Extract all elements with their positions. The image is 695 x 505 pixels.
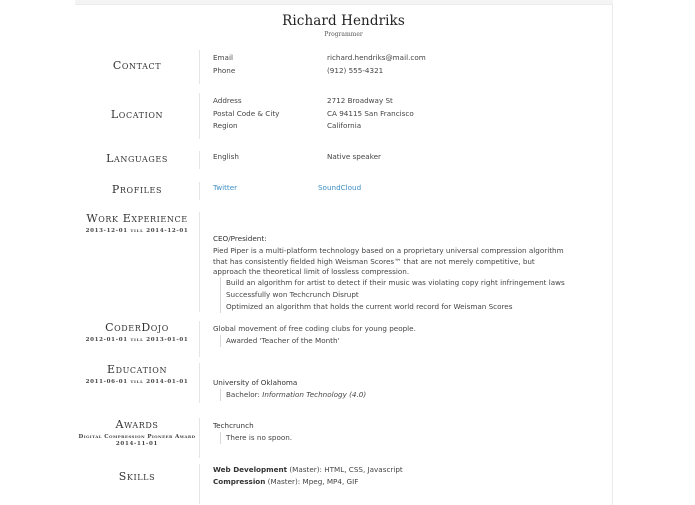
location-row-address — [213, 95, 593, 108]
section-title-skills: Skills — [118, 470, 156, 483]
section-title-location: Location — [110, 108, 164, 121]
person-role: Programmer — [324, 31, 363, 38]
skill-item — [213, 476, 593, 488]
field-label: Region — [213, 121, 238, 130]
skill-name: Web Development — [213, 465, 288, 474]
education-degree — [220, 389, 593, 401]
divider — [199, 151, 200, 169]
field-label: Address — [213, 96, 242, 105]
twitter-link[interactable]: Twitter — [213, 183, 238, 192]
section-title-languages: Languages — [106, 152, 168, 165]
divider — [199, 418, 200, 458]
divider — [199, 321, 200, 357]
section-languages — [75, 151, 612, 169]
work-dates: 2013-12-01 till 2014-12-01 — [85, 228, 189, 234]
divider — [199, 93, 200, 139]
location-row-postal — [213, 108, 593, 121]
postal-value: CA 94115 San Francisco — [327, 108, 414, 118]
award-date: 2014-11-01 — [115, 441, 159, 447]
contact-row-email — [213, 52, 593, 65]
volunteer-dates: 2012-01-01 till 2013-01-01 — [85, 337, 189, 343]
divider — [199, 182, 200, 200]
skill-level: (Master): — [289, 465, 322, 474]
resume-header — [75, 13, 612, 38]
skill-item — [213, 464, 593, 476]
language-name: English — [213, 152, 239, 161]
work-highlight: Successfully won Techcrunch Disrupt — [220, 289, 568, 301]
section-work — [75, 212, 612, 312]
section-education — [75, 363, 612, 403]
section-title-contact: Contact — [112, 59, 162, 72]
section-contact — [75, 50, 612, 84]
field-label: Email — [213, 53, 233, 62]
email-value: richard.hendriks@mail.com — [327, 53, 426, 62]
location-row-region — [213, 120, 593, 133]
section-awards — [75, 418, 612, 458]
language-row — [213, 151, 593, 164]
section-title-volunteer: CoderDojo — [105, 321, 169, 334]
section-title-profiles: Profiles — [111, 183, 163, 196]
divider — [199, 363, 200, 403]
divider — [199, 212, 200, 312]
profiles-row — [213, 182, 593, 195]
contact-row-phone — [213, 65, 593, 78]
section-skills — [75, 464, 612, 504]
section-volunteer — [75, 321, 612, 357]
section-title-awards: Awards — [115, 418, 159, 431]
field-label: Postal Code & City — [213, 108, 280, 118]
volunteer-summary: Global movement of free coding clubs for young people. — [213, 324, 416, 333]
degree-type: Bachelor: — [226, 390, 260, 400]
work-position: CEO/President: — [213, 234, 267, 243]
address-value: 2712 Broadway St — [327, 96, 393, 105]
skill-level: (Master): — [267, 477, 301, 487]
volunteer-highlight: Awarded 'Teacher of the Month' — [220, 335, 593, 347]
work-highlight: Build an algorithm for artist to detect if their music was violating copy right infringement laws — [220, 277, 568, 289]
education-institution: University of Oklahoma — [213, 378, 298, 387]
section-location — [75, 93, 612, 139]
section-profiles — [75, 182, 612, 200]
phone-value: (912) 555-4321 — [327, 65, 384, 75]
award-awarder: Techcrunch — [213, 421, 254, 430]
work-summary: Pied Piper is a multi-platform technology based on a proprietary universal compression algorithm that has consistently fielded high Weisman Scores™ that are not merely competitive, but approach the theoretical limit of lossless compression. — [213, 246, 564, 276]
degree-area: Information Technology (4.0) — [262, 390, 367, 400]
resume-page — [75, 5, 613, 505]
skill-keywords: Mpeg, MP4, GIF — [302, 477, 359, 487]
field-label: Phone — [213, 65, 236, 75]
award-summary: There is no spoon. — [220, 432, 593, 444]
soundcloud-link[interactable]: SoundCloud — [318, 183, 362, 192]
work-highlight: Optimized an algorithm that holds the current world record for Weisman Scores — [220, 301, 568, 313]
region-value: California — [327, 121, 362, 130]
award-name: Digital Compression Pioneer Award — [78, 434, 196, 440]
education-dates: 2011-06-01 till 2014-01-01 — [85, 379, 189, 385]
language-fluency: Native speaker — [327, 152, 381, 161]
skill-name: Compression — [213, 477, 266, 487]
section-title-work: Work Experience — [86, 212, 188, 225]
section-title-education: Education — [106, 363, 168, 376]
person-name: Richard Hendriks — [282, 13, 405, 29]
divider — [199, 50, 200, 84]
skill-keywords: HTML, CSS, Javascript — [324, 465, 403, 474]
divider — [199, 464, 200, 504]
